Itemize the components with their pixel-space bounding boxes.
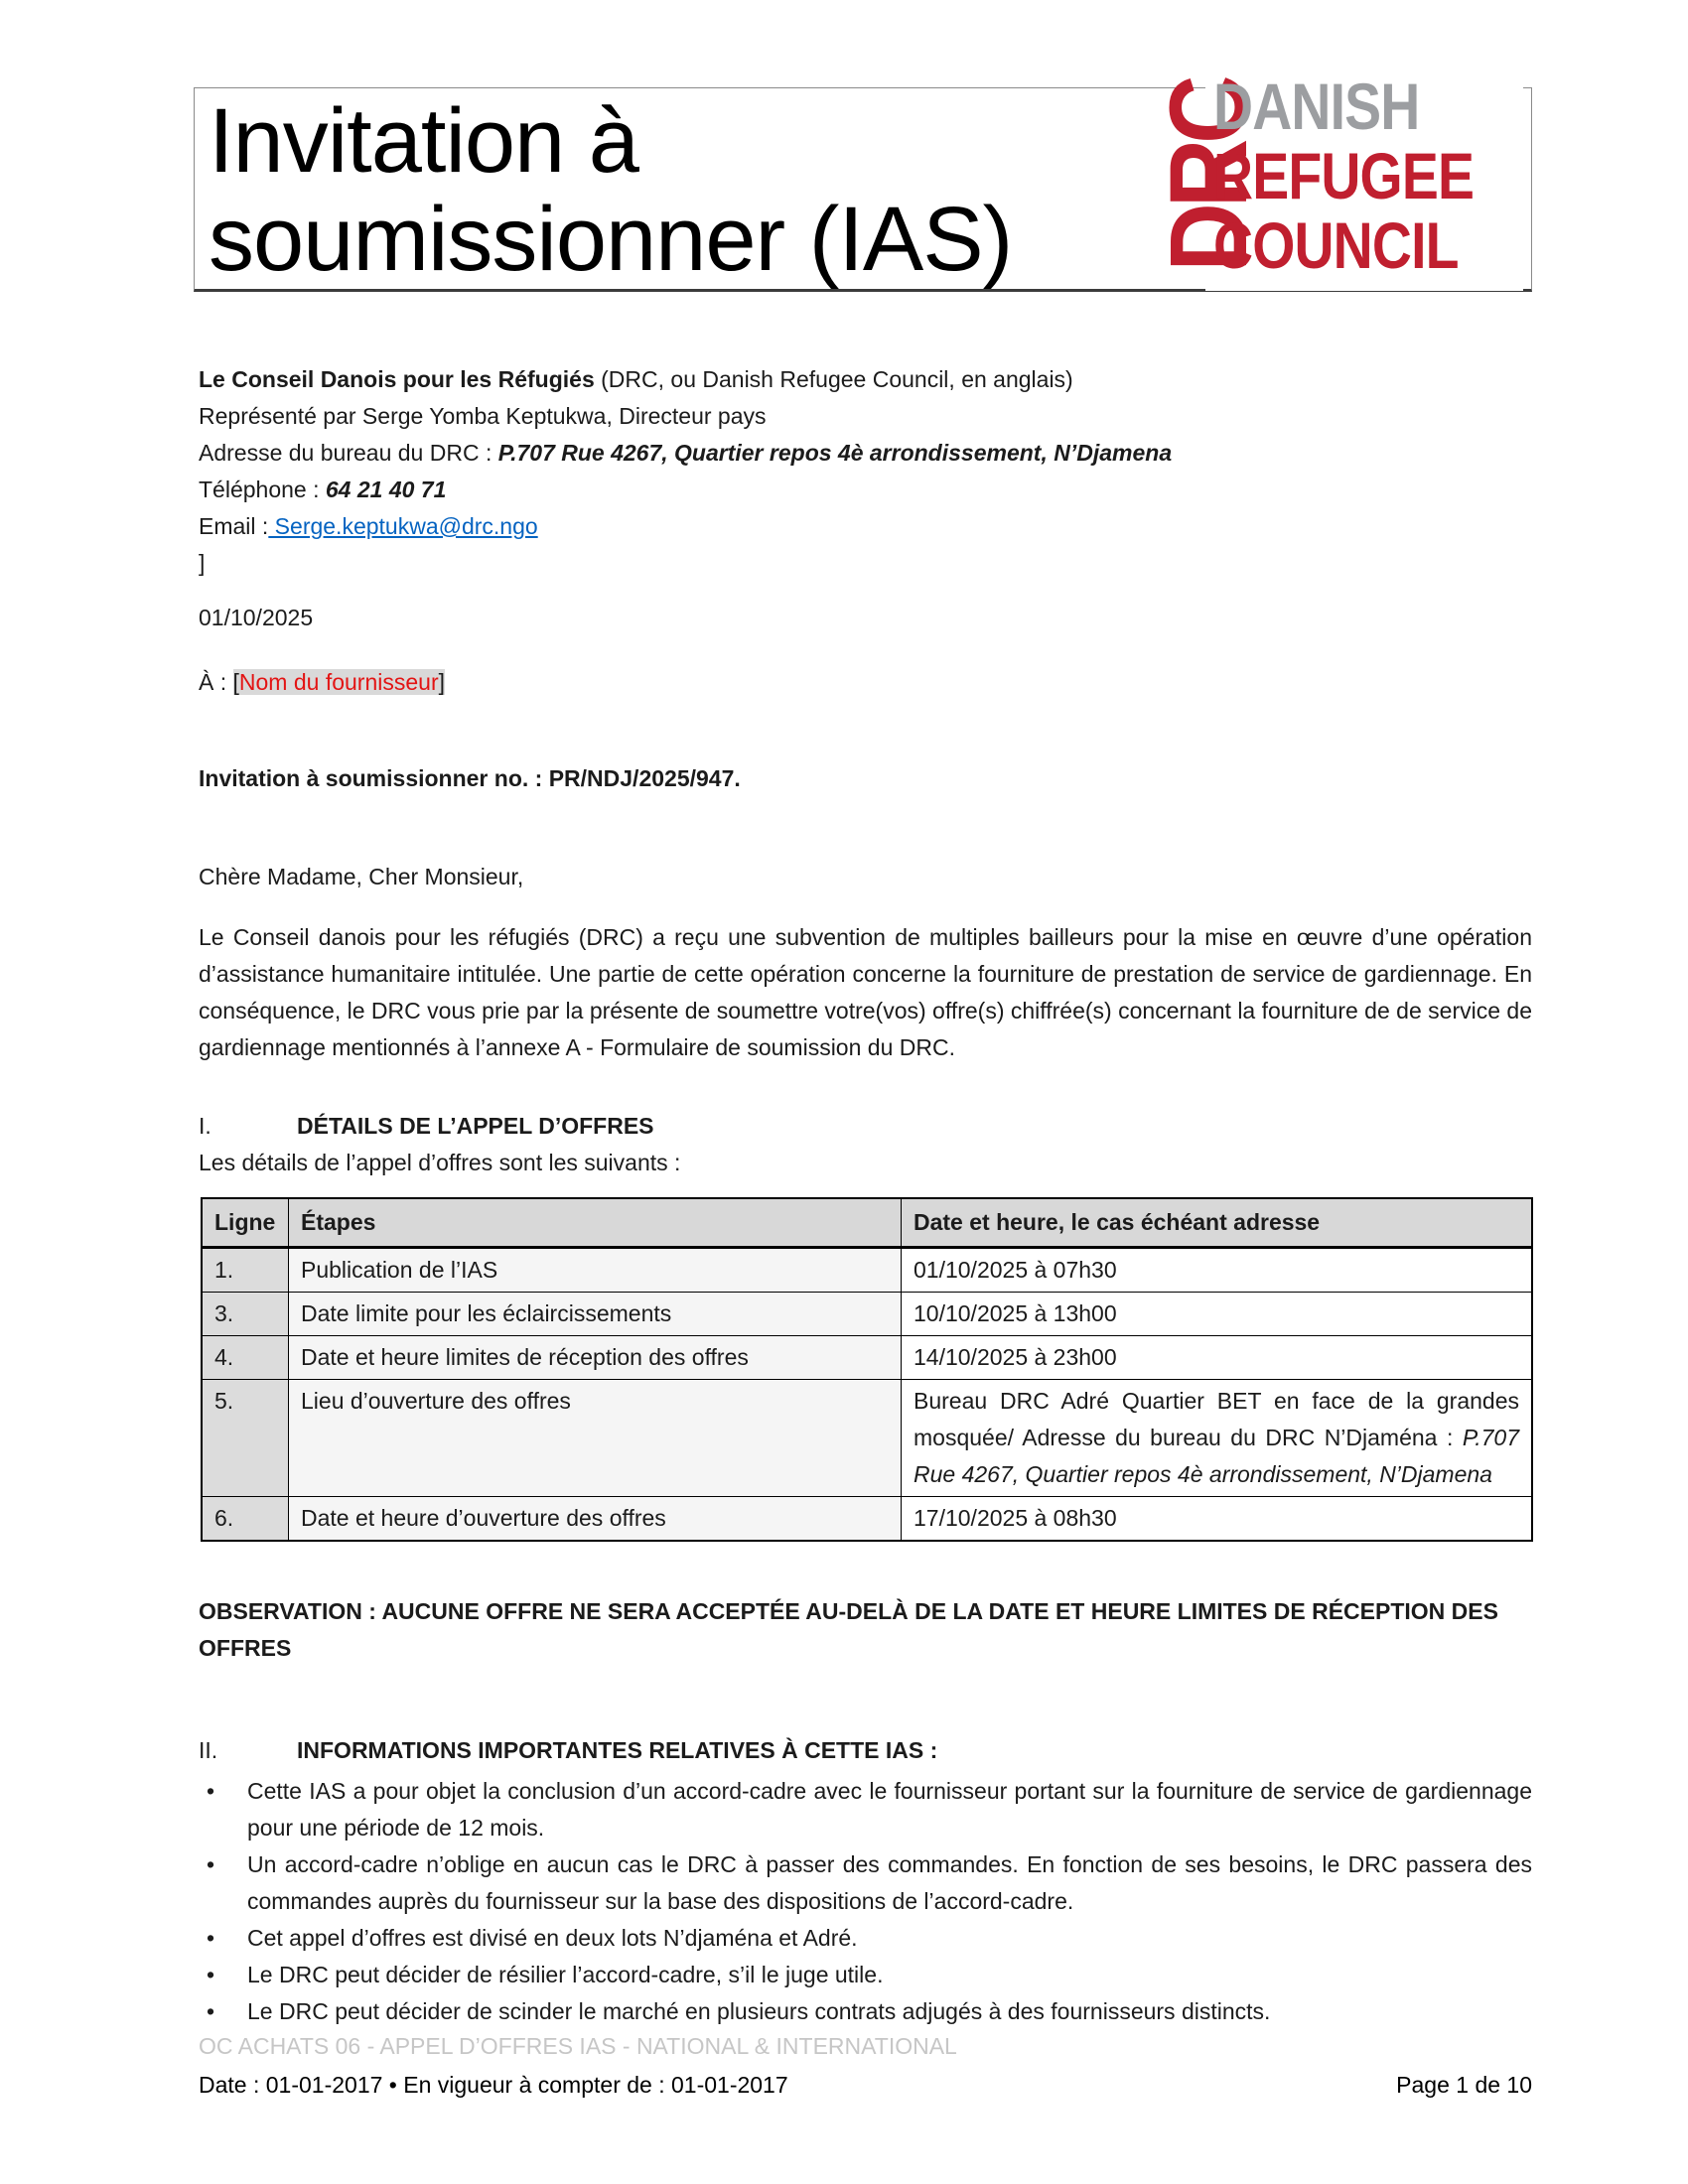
recipient-line — [199, 664, 1532, 701]
cell-ligne: 1. — [202, 1248, 289, 1293]
email-link[interactable]: Serge.keptukwa@drc.ngo — [268, 513, 538, 539]
cell-etape: Lieu d’ouverture des offres — [289, 1380, 902, 1497]
drc-logo-vertical-text: DRC — [1147, 79, 1270, 272]
section-1-title: DÉTAILS DE L’APPEL D’OFFRES — [297, 1113, 654, 1139]
cell-date — [902, 1380, 1533, 1497]
contact-line-address — [199, 435, 1532, 472]
contact-line-closing-bracket: ] — [199, 550, 206, 576]
supplier-name-placeholder[interactable] — [233, 669, 445, 695]
important-info-list — [199, 1773, 1532, 2030]
tender-details-table — [201, 1197, 1533, 1542]
placeholder-close-bracket: ] — [438, 669, 445, 695]
footer-meta-row — [199, 2067, 1532, 2104]
title-banner — [194, 69, 1532, 292]
contact-line-email — [199, 508, 1532, 545]
list-item: • Un accord-cadre n’oblige en aucun cas le DRC à passer des commandes. En fonction de ses besoins, le DRC passera des commandes auprès du fournisseur sur la base des dispositions de l’accord-cadre. — [199, 1846, 1532, 1920]
organisation-name-suffix: (DRC, ou Danish Refugee Council, en anglais) — [594, 366, 1073, 392]
section-2-title: INFORMATIONS IMPORTANTES RELATIVES À CETTE IAS : — [297, 1737, 938, 1763]
section-1-lead: Les détails de l’appel d’offres sont les suivants : — [199, 1150, 681, 1175]
table-row — [202, 1248, 1532, 1293]
list-item: • Le DRC peut décider de scinder le marché en plusieurs contrats adjugés à des fournisseurs distincts. — [199, 1993, 1532, 2030]
tender-reference: Invitation à soumissionner no. : PR/NDJ/2025/947. — [199, 765, 741, 791]
cell-etape: Date limite pour les éclaircissements — [289, 1293, 902, 1336]
section-1-heading — [199, 1108, 1532, 1145]
cell-ligne: 3. — [202, 1293, 289, 1336]
cell-ligne: 5. — [202, 1380, 289, 1497]
letter-date: 01/10/2025 — [199, 605, 314, 630]
header-ligne: Ligne — [202, 1198, 289, 1248]
address-value: P.707 Rue 4267, Quartier repos 4è arrondissement, N’Djamena — [497, 440, 1173, 466]
list-item: • Le DRC peut décider de résilier l’accord-cadre, s’il le juge utile. — [199, 1957, 1532, 1993]
cell-ligne: 6. — [202, 1497, 289, 1542]
opening-location-address: P.707 Rue 4267, Quartier repos 4è arrondissement, N’Djamena — [914, 1425, 1519, 1487]
cell-date: 10/10/2025 à 13h00 — [902, 1293, 1533, 1336]
cell-date: 14/10/2025 à 23h00 — [902, 1336, 1533, 1380]
cell-etape: Date et heure limites de réception des offres — [289, 1336, 902, 1380]
page-footer — [199, 2031, 1532, 2104]
header-etapes: Étapes — [289, 1198, 902, 1248]
section-1-numeral: I. — [199, 1113, 211, 1139]
phone-value: 64 21 40 71 — [325, 477, 447, 502]
page-content — [199, 0, 1532, 2030]
cell-ligne: 4. — [202, 1336, 289, 1380]
intro-paragraph: Le Conseil danois pour les réfugiés (DRC) a reçu une subvention de multiples bailleurs pour la mise en œuvre d’une opération d’assistance humanitaire intitulée. Une partie de cette opération concerne la fourniture de prestation de service de gardiennage. En conséquence, le DRC vous prie par la présente de soumettre votre(vos) offre(s) chiffrée(s) concernant la fourniture de de service de gardiennage mentionnés à l’annexe A - Formulaire de soumission du DRC. — [199, 924, 1532, 1060]
footer-page-number: Page 1 de 10 — [1396, 2072, 1532, 2098]
table-row — [202, 1380, 1532, 1497]
recipient-label: À : — [199, 669, 233, 695]
address-label: Adresse du bureau du DRC : — [199, 440, 498, 466]
opening-location-part1: Bureau DRC Adré Quartier BET en face de la grandes mosquée/ — [914, 1388, 1519, 1450]
organisation-name: Le Conseil Danois pour les Réfugiés — [199, 366, 595, 392]
opening-location-part2: Adresse du bureau du DRC N’Djaména : — [1022, 1425, 1463, 1450]
header-date: Date et heure, le cas échéant adresse — [902, 1198, 1533, 1248]
footer-document-reference: OC ACHATS 06 - APPEL D’OFFRES IAS - NATIONAL & INTERNATIONAL — [199, 2033, 957, 2059]
table-row — [202, 1293, 1532, 1336]
contact-line-representative: Représenté par Serge Yomba Keptukwa, Directeur pays — [199, 403, 767, 429]
drc-logo-word-refugee: REFUGEE — [1212, 139, 1475, 212]
contact-line-organisation — [199, 361, 1532, 398]
greeting: Chère Madame, Cher Monsieur, — [199, 864, 524, 889]
contact-line-phone — [199, 472, 1532, 508]
cell-etape: Publication de l’IAS — [289, 1248, 902, 1293]
drc-logo-wordmark — [1213, 71, 1523, 280]
drc-logo-word-danish: DANISH — [1212, 69, 1420, 143]
cell-date: 17/10/2025 à 08h30 — [902, 1497, 1533, 1542]
drc-logo — [1147, 61, 1523, 291]
document-title-line2: soumissionner (IAS) — [209, 189, 1013, 290]
list-item: • Cette IAS a pour objet la conclusion d’un accord-cadre avec le fournisseur portant sur la fourniture de service de gardiennage pour une période de 12 mois. — [199, 1773, 1532, 1846]
section-2-heading — [199, 1732, 1532, 1769]
footer-date: Date : 01-01-2017 • En vigueur à compter de : 01-01-2017 — [199, 2072, 788, 2098]
list-item: • Cet appel d’offres est divisé en deux lots N’djaména et Adré. — [199, 1920, 1532, 1957]
table-header-row — [202, 1198, 1532, 1248]
cell-date: 01/10/2025 à 07h30 — [902, 1248, 1533, 1293]
phone-label: Téléphone : — [199, 477, 326, 502]
placeholder-text: Nom du fournisseur — [238, 669, 439, 695]
section-2-numeral: II. — [199, 1737, 218, 1763]
drc-logo-vertical-mark — [1147, 61, 1270, 291]
email-label: Email : — [199, 513, 269, 539]
cell-etape: Date et heure d’ouverture des offres — [289, 1497, 902, 1542]
table-row — [202, 1497, 1532, 1542]
drc-logo-word-council: COUNCIL — [1212, 208, 1459, 282]
observation-notice: OBSERVATION : AUCUNE OFFRE NE SERA ACCEPTÉE AU-DELÀ DE LA DATE ET HEURE LIMITES DE RÉCEPTION DES OFFRES — [199, 1598, 1498, 1661]
sender-contact-block — [199, 361, 1532, 582]
table-row — [202, 1336, 1532, 1380]
document-title-line1: Invitation à — [209, 90, 638, 192]
placeholder-open-bracket: [ — [232, 669, 239, 695]
